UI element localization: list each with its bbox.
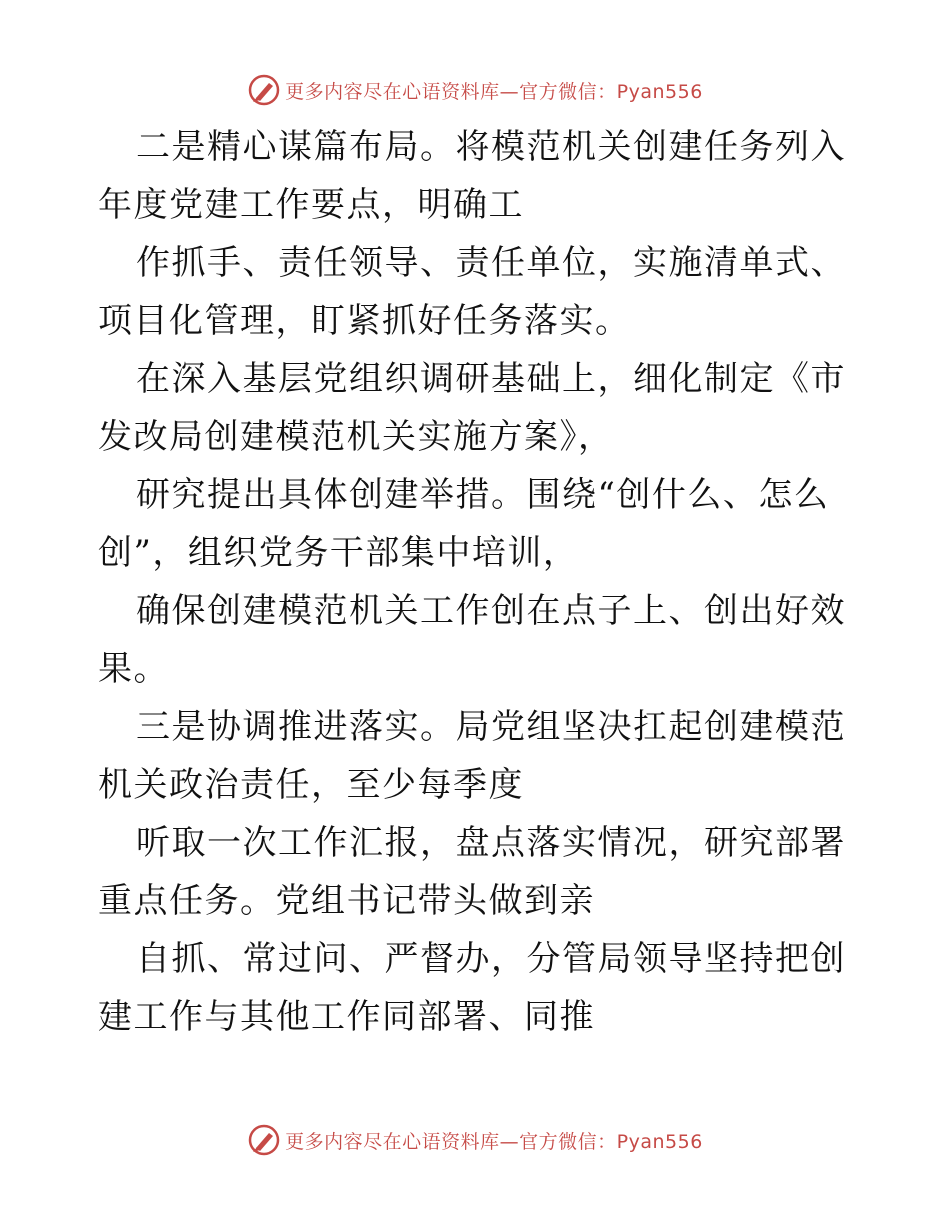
paragraph: 自抓、常过问、严督办，分管局领导坚持把创建工作与其他工作同部署、同推 xyxy=(98,939,846,1037)
document-body xyxy=(98,118,858,1046)
paragraph: 三是协调推进落实。局党组坚决扛起创建模范机关政治责任，至少每季度 xyxy=(98,707,846,805)
paragraph: 二是精心谋篇布局。将模范机关创建任务列入年度党建工作要点，明确工 xyxy=(98,127,846,225)
footer-banner xyxy=(0,1120,950,1160)
footer-text: 更多内容尽在心语资料库—官方微信：Pyan556 xyxy=(285,1130,703,1153)
paragraph: 听取一次工作汇报，盘点落实情况，研究部署重点任务。党组书记带头做到亲 xyxy=(98,823,846,921)
header-banner xyxy=(0,70,950,110)
paragraph: 作抓手、责任领导、责任单位，实施清单式、项目化管理，盯紧抓好任务落实。 xyxy=(98,243,846,341)
pen-logo-icon xyxy=(247,1123,281,1157)
paragraph: 在深入基层党组织调研基础上，细化制定《市发改局创建模范机关实施方案》， xyxy=(98,359,846,457)
paragraph: 研究提出具体创建举措。围绕“创什么、怎么创”，组织党务干部集中培训， xyxy=(98,475,830,573)
paragraph: 确保创建模范机关工作创在点子上、创出好效果。 xyxy=(98,591,846,689)
header-text: 更多内容尽在心语资料库—官方微信：Pyan556 xyxy=(285,80,703,103)
pen-logo-icon xyxy=(247,73,281,107)
